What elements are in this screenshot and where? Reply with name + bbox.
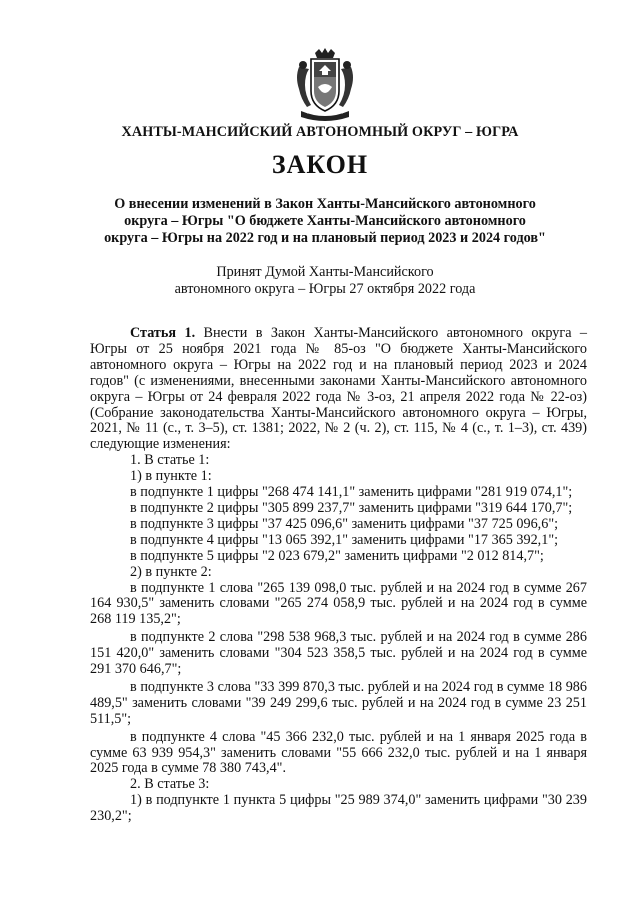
list-item: в подпункте 1 цифры "268 474 141,1" заменить цифрами "281 919 074,1";	[130, 484, 573, 501]
list-item: 1) в пункте 1:	[130, 468, 212, 485]
list-item: 2. В статье 3:	[130, 776, 210, 793]
list-item: в подпункте 2 цифры "305 899 237,7" заменить цифрами "319 644 170,7";	[130, 499, 573, 516]
article-text: Внести в Закон Ханты-Мансийского автономного округа – Югры от 25 ноября 2021 года № 85-оз "О бюджете Ханты-Мансийского автономного округа – Югры на 2022 год и на плановый период 2023 и 2024 годов" (с изменениями, внесенными законами Ханты-Мансийского автономного округа – Югры от 24 февраля 2022 года № 3-оз, 21 апреля 2022 года № 22-оз) (Собрание законодательства Ханты-Мансийского автономного округа – Югры, 2021, № 11 (с., т. 3–5), ст. 1381; 2022, № 2 (ч. 2), ст. 115, № 4 (с., т. 1–3), ст. 439) следующие изменения:	[90, 325, 587, 453]
article-1-paragraph	[90, 326, 587, 453]
law-title	[90, 196, 560, 247]
list-item: в подпункте 3 цифры "37 425 096,6" заменить цифрами "37 725 096,6";	[130, 515, 559, 532]
law-title-line: округа – Югры "О бюджете Ханты-Мансийского автономного	[124, 213, 526, 229]
region-heading: ХАНТЫ-МАНСИЙСКИЙ АВТОНОМНЫЙ ОКРУГ – ЮГРА	[121, 124, 519, 140]
list-item: 1) в подпункте 1 пункта 5 цифры "25 989 374,0" заменить цифрами "30 239 230,2";	[90, 792, 587, 825]
article-label: Статья 1.	[130, 325, 196, 341]
list-item: в подпункте 3 слова "33 399 870,3 тыс. рублей и на 2024 год в сумме 18 986 489,5" заменить словами "39 249 299,6 тыс. рублей и на 2024 год в сумме 23 251 511,5";	[90, 678, 587, 727]
list-item: 2) в пункте 2:	[130, 563, 212, 580]
law-title-line: округа – Югры на 2022 год и на плановый период 2023 и 2024 годов"	[104, 230, 546, 246]
law-title-line: О внесении изменений в Закон Ханты-Мансийского автономного	[114, 196, 536, 212]
list-item: в подпункте 5 цифры "2 023 679,2" заменить цифрами "2 012 814,7";	[130, 547, 544, 564]
list-item: 1. В статье 1:	[130, 452, 210, 469]
list-item: в подпункте 4 цифры "13 065 392,1" заменить цифрами "17 365 392,1";	[130, 531, 559, 548]
coat-of-arms-emblem	[293, 47, 357, 125]
document-body	[90, 326, 587, 825]
document-type-heading: ЗАКОН	[271, 150, 369, 179]
adoption-note-line: Принят Думой Ханты-Мансийского	[216, 264, 434, 280]
list-item: в подпункте 4 слова "45 366 232,0 тыс. рублей и на 1 января 2025 года в сумме 63 939 954,3" заменить словами "55 666 232,0 тыс. рублей и на 1 января 2025 года в сумме 78 380 743,4".	[90, 728, 587, 777]
adoption-note-line: автономного округа – Югры 27 октября 2022 года	[174, 281, 476, 297]
adoption-note	[90, 264, 560, 298]
list-item: в подпункте 1 слова "265 139 098,0 тыс. рублей и на 2024 год в сумме 267 164 930,5" заменить словами "265 274 058,9 тыс. рублей и на 2024 год в сумме 268 119 135,2";	[90, 579, 587, 628]
list-item: в подпункте 2 слова "298 538 968,3 тыс. рублей и на 2024 год в сумме 286 151 420,0" заменить словами "304 523 358,5 тыс. рублей и на 2024 год в сумме 291 370 646,7";	[90, 629, 587, 678]
